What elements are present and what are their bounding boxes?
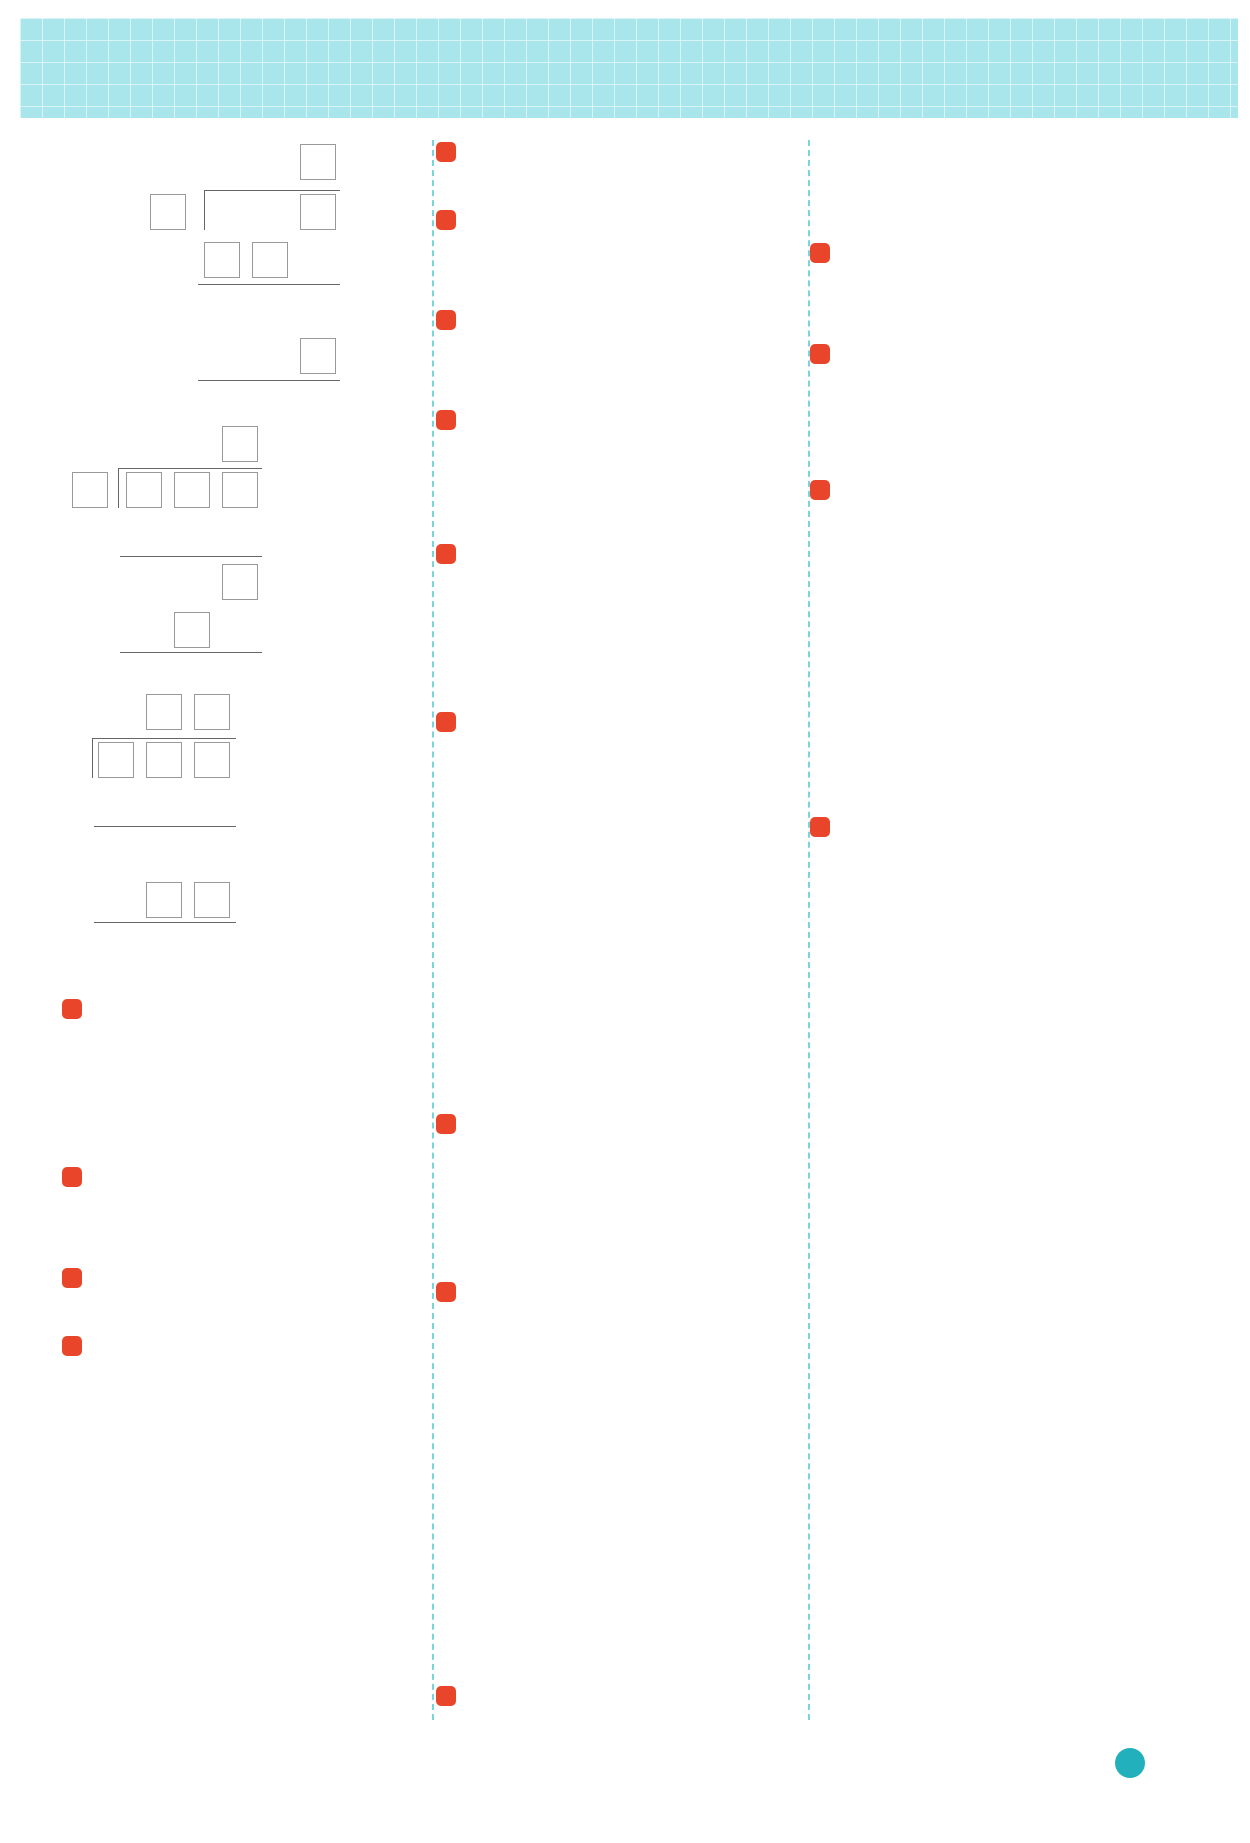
question-number-badge <box>62 1336 82 1356</box>
question-number-badge <box>810 817 830 837</box>
answer-box <box>146 694 182 730</box>
answer-box <box>146 742 182 778</box>
division-line <box>198 380 340 381</box>
question-number-badge <box>62 999 82 1019</box>
answer-box <box>300 194 336 230</box>
division-bar <box>204 190 340 191</box>
answer-box <box>174 472 210 508</box>
answer-box <box>300 144 336 180</box>
division-bar <box>92 738 236 739</box>
column-divider-1 <box>432 140 434 1720</box>
question-number-badge <box>62 1268 82 1288</box>
answer-box <box>150 194 186 230</box>
question-number-badge <box>810 344 830 364</box>
question-number-badge <box>436 142 456 162</box>
header-band <box>20 18 1238 118</box>
answer-box <box>222 564 258 600</box>
answer-box <box>204 242 240 278</box>
question-number-badge <box>436 1282 456 1302</box>
answer-box <box>174 612 210 648</box>
question-number-badge <box>436 210 456 230</box>
answer-box <box>252 242 288 278</box>
answer-box <box>98 742 134 778</box>
division-line <box>120 556 262 557</box>
answer-box <box>194 882 230 918</box>
division-line <box>120 652 262 653</box>
answer-box <box>126 472 162 508</box>
division-line <box>94 826 236 827</box>
answer-box <box>300 338 336 374</box>
question-number-badge <box>436 712 456 732</box>
answer-box <box>72 472 108 508</box>
answer-box <box>194 742 230 778</box>
division-line <box>198 284 340 285</box>
question-number-badge <box>62 1167 82 1187</box>
question-number-badge <box>436 1114 456 1134</box>
question-number-badge <box>810 243 830 263</box>
question-number-badge <box>436 1686 456 1706</box>
division-bracket <box>204 190 205 230</box>
answer-box <box>194 694 230 730</box>
page-number <box>1115 1748 1145 1778</box>
question-number-badge <box>810 480 830 500</box>
question-number-badge <box>436 410 456 430</box>
division-bracket <box>118 468 119 508</box>
division-bracket <box>92 738 93 778</box>
answer-box <box>222 472 258 508</box>
division-line <box>94 922 236 923</box>
question-number-badge <box>436 544 456 564</box>
column-divider-2 <box>808 140 810 1720</box>
answer-box <box>222 426 258 462</box>
question-number-badge <box>436 310 456 330</box>
answer-box <box>146 882 182 918</box>
division-bar <box>118 468 262 469</box>
